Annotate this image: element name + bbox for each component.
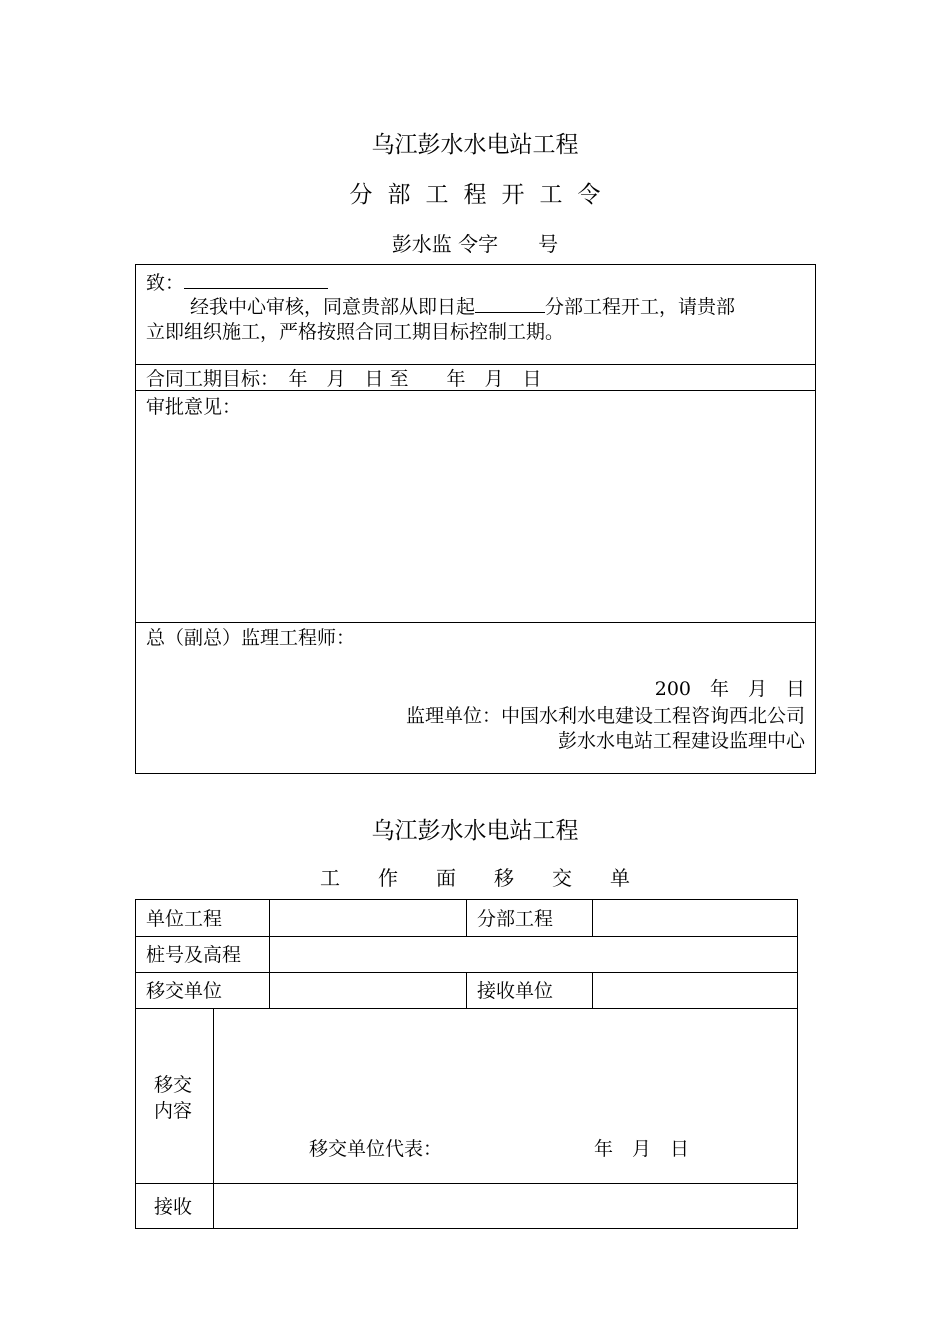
receive-unit-label: 接收单位: [477, 980, 554, 1002]
supervision-unit-line1: 监理单位：中国水利水电建设工程咨询西北公司: [405, 705, 805, 727]
col-divider: [213, 1008, 214, 1228]
handover-project-title: 乌江彭水水电站工程: [371, 818, 579, 844]
handover-form-table: [135, 899, 798, 1229]
row-divider: [136, 364, 815, 365]
body-line2: 立即组织施工，严格按照合同工期目标控制工期。: [146, 321, 565, 343]
unit-project-field[interactable]: [271, 902, 464, 934]
col-divider: [592, 972, 593, 1008]
receive-unit-field[interactable]: [594, 974, 794, 1006]
schedule-target: 合同工期目标： 年 月 日 至 年 月 日: [146, 368, 542, 390]
col-divider: [466, 972, 467, 1008]
to-label: 致：: [146, 272, 185, 294]
content-label-line2: 内容: [154, 1100, 193, 1122]
col-divider: [466, 900, 467, 936]
handover-form-title: 工作面移交单: [320, 866, 668, 890]
receive-field[interactable]: [215, 1185, 794, 1226]
unit-project-label: 单位工程: [146, 908, 223, 930]
pile-elevation-label: 桩号及高程: [146, 944, 242, 966]
order-project-title: 乌江彭水水电站工程: [371, 132, 579, 158]
subproject-blank[interactable]: [475, 293, 545, 313]
sub-project-field[interactable]: [594, 902, 794, 934]
row-divider: [136, 1008, 797, 1009]
content-label-line1: 移交: [154, 1074, 193, 1096]
order-date: 200 年 月 日: [654, 678, 805, 700]
order-form-title: 分部工程开工令: [349, 182, 616, 208]
recipient-blank[interactable]: [184, 269, 328, 289]
order-form-table: [135, 264, 816, 774]
order-doc-number: 彭水监 令字 号: [391, 232, 559, 256]
representative-label: 移交单位代表：: [309, 1138, 443, 1160]
row-divider: [136, 622, 815, 623]
row-divider: [136, 390, 815, 391]
body-line1-a: 经我中心审核，同意贵部从即日起: [190, 296, 476, 318]
sub-project-label: 分部工程: [477, 908, 554, 930]
row-divider: [136, 1183, 797, 1184]
transfer-unit-label: 移交单位: [146, 980, 223, 1002]
engineer-label: 总（副总）监理工程师：: [146, 627, 356, 649]
col-divider: [269, 900, 270, 1008]
approval-label: 审批意见：: [146, 396, 242, 418]
handover-date: 年 月 日: [594, 1138, 690, 1160]
body-line1-b: 分部工程开工，请贵部: [545, 296, 736, 318]
receive-label: 接收: [154, 1196, 193, 1218]
pile-elevation-field[interactable]: [271, 938, 794, 970]
supervision-unit-line2: 彭水水电站工程建设监理中心: [557, 730, 805, 752]
row-divider: [136, 936, 797, 937]
transfer-unit-field[interactable]: [271, 974, 464, 1006]
col-divider: [592, 900, 593, 936]
